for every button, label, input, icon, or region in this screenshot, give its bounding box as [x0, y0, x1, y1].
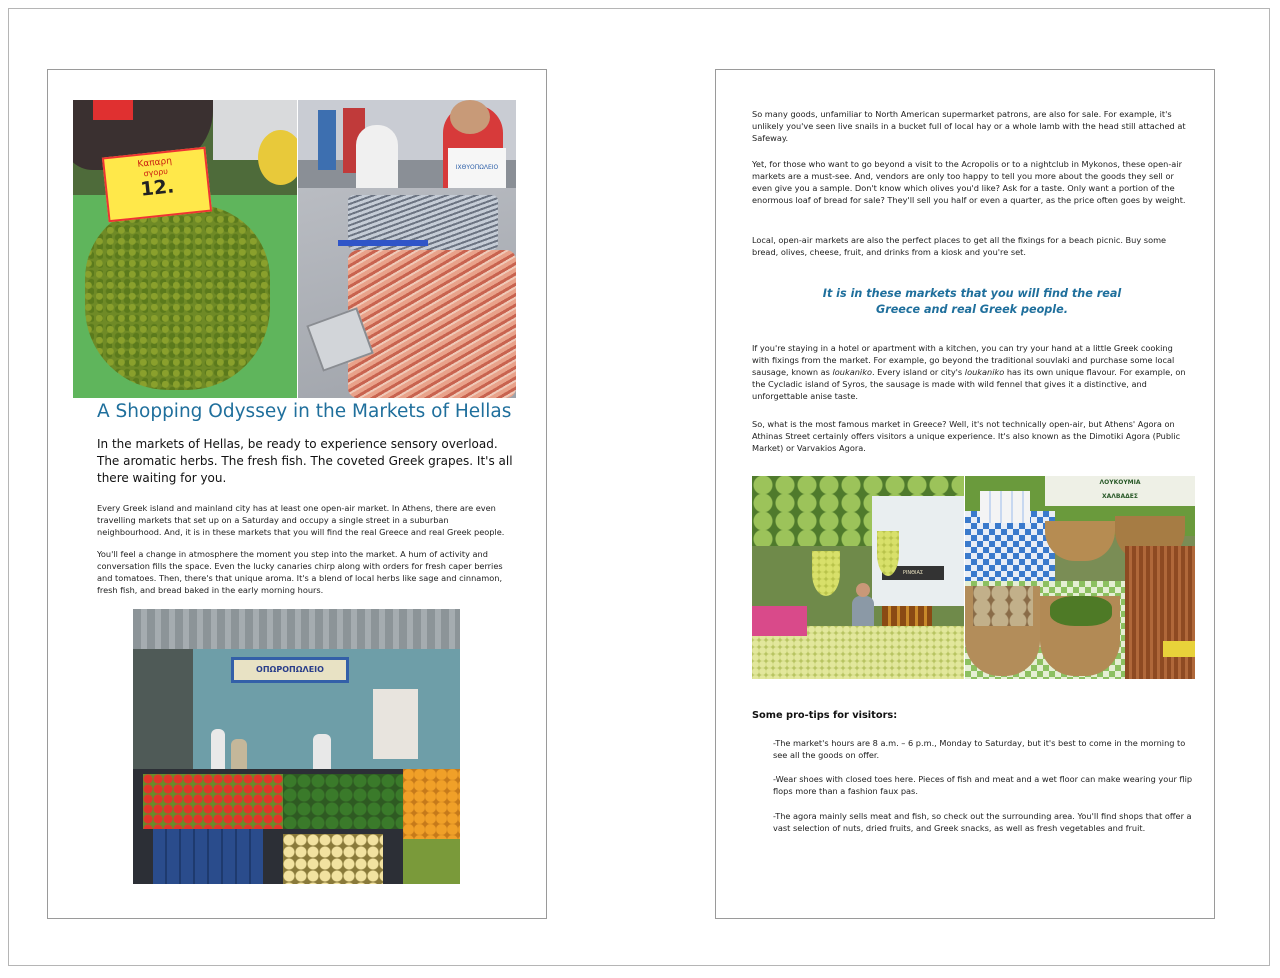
fridge [373, 689, 418, 759]
stall-sign: ΡΙΝΘΙΑΣ [882, 566, 944, 580]
vendor-head [450, 100, 490, 134]
article-intro: In the markets of Hellas, be ready to experience sensory overload. The aromatic herbs. The fresh fish. The coveted Greek grapes. It's all there waiting for you. [97, 437, 513, 485]
paragraph-atmosphere: You'll feel a change in atmosphere the moment you step into the market. A hum of activity and conversation fills the space. Even the lucky canaries chirp along with orders for fresh caper berries and tomatoes. Then, there's that unique aroma. It's a blend of local herbs like sage and cinnamon, fresh fish, and bread baked in the early morning hours. [97, 549, 503, 595]
loukaniko-term: loukaniko [832, 367, 872, 377]
oranges [403, 769, 460, 839]
shop-sign: ΟΠΩΡΟΠΩΛΕΙΟ [231, 657, 349, 683]
paragraph-goods: So many goods, unfamiliar to North American supermarket patrons, are also for sale. For example, it's unlikely you've seen live snails in a bucket full of local hay or a whole lamb with the head still attached at Safeway. [752, 109, 1186, 143]
fish-photo [298, 100, 516, 398]
cooking-text-1: If you're staying in a hotel or apartment with a kitchen, you can try your hand at a little Greek cooking with fixings from the market. For example, go beyond the traditional souvlaki and purchase some local sausage, known as [752, 343, 1175, 377]
blue-divider [338, 240, 428, 246]
shopper-1 [211, 729, 225, 774]
hanging-grapes [877, 531, 899, 576]
hanging-grapes-2 [812, 551, 840, 596]
melon [258, 130, 297, 185]
market-stall-photo [752, 476, 964, 679]
vendor-bag: ΙΧΘΥΟΠΩΛΕΙΟ [448, 148, 506, 188]
roof [133, 609, 460, 649]
tomatoes [143, 774, 283, 829]
price-sign-mid: σγορυ [143, 166, 169, 179]
price-sign-price: 12. [139, 175, 176, 201]
pull-quote [752, 286, 1192, 317]
tip-shoes: -Wear shoes with closed toes here. Pieces of fish and meat and a wet floor can make wearing your flip flops more than a fashion faux pas. [773, 774, 1193, 796]
vendor-man-head [856, 583, 870, 597]
loukaniko-term-2: loukaniko [964, 367, 1005, 377]
baskets-sign [1045, 476, 1195, 506]
price-sign [102, 147, 212, 223]
tips-heading: Some pro-tips for visitors: [752, 710, 898, 721]
basket-top-1 [1045, 521, 1115, 561]
shopper [356, 125, 398, 195]
paragraph-agora: So, what is the most famous market in Greece? Well, it's not technically open-air, but Athens' Agora on Athinas Street certainly offers visitors a unique experience. It's also known as the Dimotiki Agora (Public Market) or Varvakios Agora. [752, 419, 1181, 453]
blue-crates [153, 829, 263, 884]
cinnamon-tag [1163, 641, 1195, 657]
cooking-text-3: has its own unique flavour. For example, on the Cycladic island of Syros, the sausage is made with wild fennel that gives it a distinctive, and unforgettable anise taste. [752, 367, 1186, 401]
hanging-clothes [318, 110, 336, 170]
baskets-sign-line-1: ΛΟΥΚΟΥΜΙΑ [1099, 479, 1141, 486]
paragraph-cooking [752, 342, 1192, 402]
pull-quote-line-1: It is in these markets that you will find the real [822, 287, 1122, 300]
tip-surrounding-area: -The agora mainly sells meat and fish, so check out the surrounding area. You'll find shops that offer a vast selection of nuts, dried fruits, and Greek snacks, as well as fresh vegetables and fruit. [773, 811, 1192, 833]
potatoes [283, 834, 383, 884]
baskets-photo [965, 476, 1195, 679]
baskets-sign-line-2: ΧΑΛΒΑΔΕΣ [1102, 493, 1138, 500]
jars [980, 491, 1030, 523]
article-title: A Shopping Odyssey in the Markets of Hellas [97, 401, 512, 422]
paragraph-must-see: Yet, for those who want to go beyond a visit to the Acropolis or to a nightclub in Mykonos, these open-air markets are a must-see. And, vendors are only too happy to tell you more about the goods they sell or even give you a sample. Don't know which olives you'd like? Ask for a taste. Only want a portion of the enormous loaf of bread for sale? They'll sell you half or even a quarter, as the price often goes by weight. [752, 159, 1186, 205]
pull-quote-line-2: Greece and real Greek people. [876, 302, 1068, 316]
tip-hours: -The market's hours are 8 a.m. – 6 p.m., Monday to Saturday, but it's best to come in the morning to see all the goods on offer. [773, 738, 1186, 760]
red-mullet [348, 250, 516, 398]
cooking-text-2: . Every island or city's [871, 367, 965, 377]
flowers [752, 606, 807, 636]
left-page [47, 69, 547, 919]
paragraph-open-air: Every Greek island and mainland city has at least one open-air market. In Athens, there are even travelling markets that set up on a Saturday and occupy a single street in a suburban neighbourhood. And, it is in these markets that you will find the real Greece and real Greek people. [97, 503, 505, 537]
vendor-grocery [313, 734, 331, 774]
price-sign-top: Καπαρη [137, 156, 173, 170]
capers-pile [85, 205, 270, 390]
watermelons [283, 774, 403, 829]
paragraph-picnic: Local, open-air markets are also the perfect places to get all the fixings for a beach picnic. Buy some bread, olives, cheese, fruit, and drinks from a kiosk and you're set. [752, 235, 1167, 257]
greens [403, 839, 460, 884]
grocery-photo [133, 609, 460, 884]
red-tag [93, 100, 133, 120]
right-page [715, 69, 1215, 919]
herbs [1050, 596, 1112, 626]
cinnamon-sticks [1125, 546, 1195, 679]
sausages [973, 586, 1033, 626]
capers-photo [73, 100, 297, 398]
